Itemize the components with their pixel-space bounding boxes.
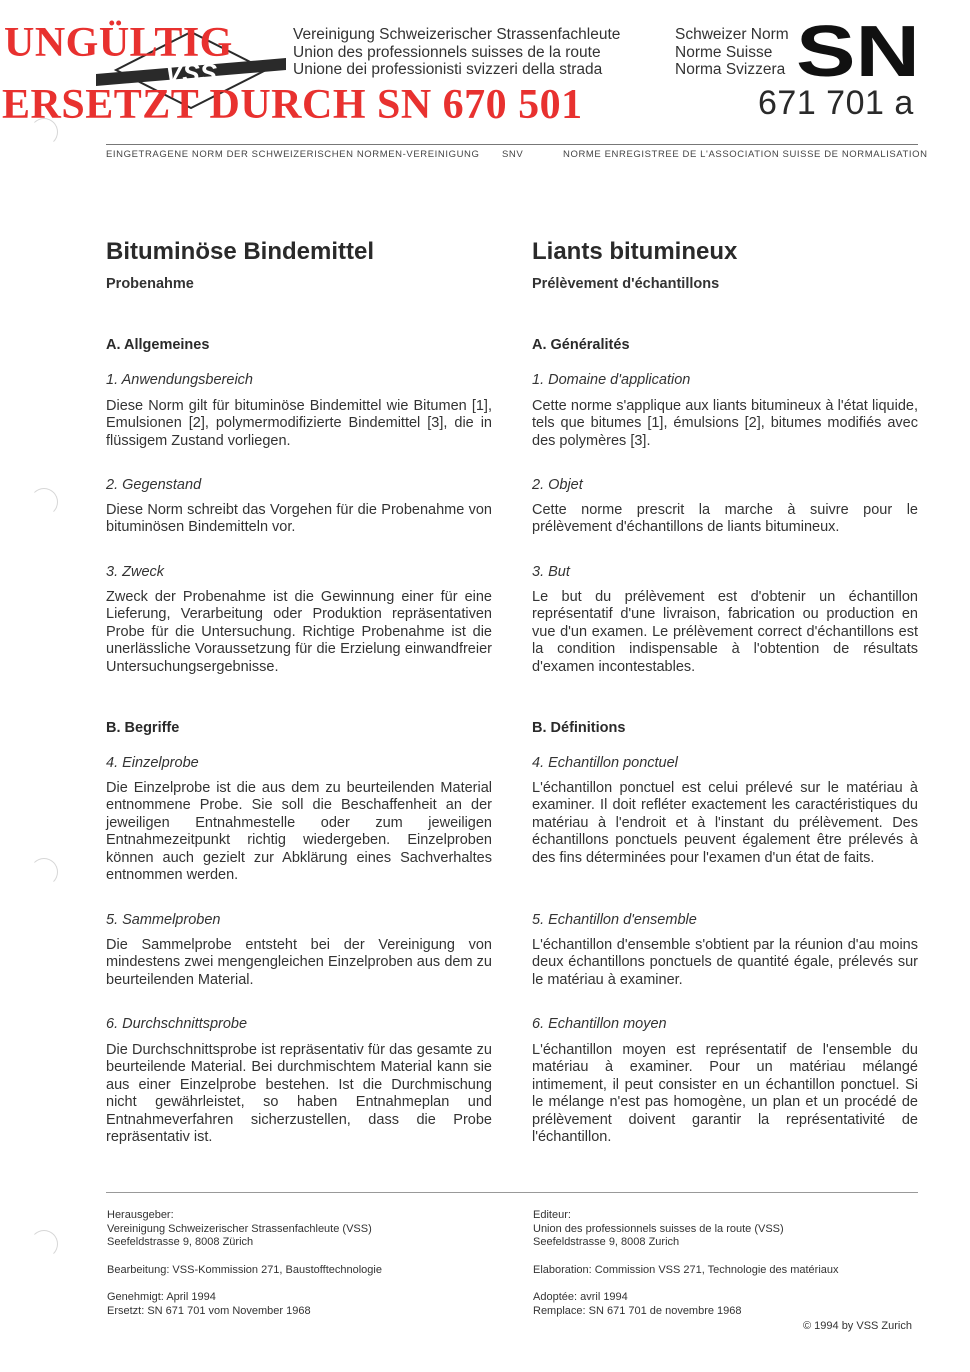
- norm-number: 671 701 a: [758, 84, 914, 122]
- punch-hole-mark: [30, 488, 58, 516]
- clause-5-heading-de: 5. Sammelproben: [106, 912, 221, 928]
- publisher-block-fr: [533, 1209, 784, 1250]
- clause-1-text-de: Diese Norm gilt für bituminöse Bindemittel wie Bitumen [1], Emulsionen [2], polymermodifizierte Bindemittel [3], die in flüssigem Zustand vorliegen.: [106, 398, 492, 449]
- clause-4-heading-de: 4. Einzelprobe: [106, 755, 199, 771]
- clause-6-heading-de: 6. Durchschnittsprobe: [106, 1016, 248, 1032]
- copyright: © 1994 by VSS Zurich: [803, 1320, 912, 1332]
- section-a-heading-fr: A. Généralités: [532, 337, 630, 353]
- publisher-address-de: Seefeldstrasse 9, 8008 Zürich: [107, 1236, 254, 1249]
- norm-label-fr: Norme Suisse: [675, 43, 773, 61]
- approved-fr: Adoptée: avril 1994: [533, 1291, 628, 1303]
- punch-hole-mark: [30, 118, 58, 146]
- clause-2-heading-fr: 2. Objet: [532, 477, 583, 493]
- title-de: Bituminöse Bindemittel: [106, 238, 375, 265]
- subtitle-de: Probenahme: [106, 276, 194, 292]
- clause-1-text-fr: Cette norme s'applique aux liants bitumineux à l'état liquide, tels que bitumes [1], émulsions [2], bitumes modifiés avec des polymères [3].: [532, 398, 918, 449]
- publisher-label-de: Herausgeber:: [107, 1209, 174, 1221]
- clause-2-text-fr: Cette norme prescrit la marche à suivre pour le prélèvement d'échantillons de liants bitumineux.: [532, 502, 918, 536]
- clause-4-text-de: Die Einzelprobe ist die aus dem zu beurteilenden Material entnommene Probe. Sie soll die Beschaffenheit an der jeweiligen Entnahmestelle oder zum jeweiligen Entnahmezeitpunkt richtig wiedergeben. Einzelproben können auch gezielt zur Abklärung eines Sachverhaltes entnommen werden.: [106, 780, 492, 884]
- header-divider: [106, 144, 918, 145]
- vss-logo-text: VSS: [164, 58, 218, 88]
- clause-1-heading-de: 1. Anwendungsbereich: [106, 372, 253, 388]
- section-a-heading-de: A. Allgemeines: [106, 337, 210, 353]
- approval-block-de: [107, 1291, 311, 1318]
- publisher-name-fr: Union des professionnels suisses de la route (VSS): [533, 1222, 784, 1235]
- registration-fr: NORME ENREGISTREE DE L'ASSOCIATION SUISSE DE NORMALISATION: [563, 149, 928, 160]
- clause-3-heading-fr: 3. But: [532, 564, 570, 580]
- registration-de: EINGETRAGENE NORM DER SCHWEIZERISCHEN NORMEN-VEREINIGUNG: [106, 149, 480, 160]
- clause-3-text-de: Zweck der Probenahme ist die Gewinnung einer für eine Lieferung, Verarbeitung oder Produktion repräsentativen Probe für die Untersuchung. Richtige Probenahme ist die unerlässliche Voraussetzung für die Erzielung einwandfreier Untersuchungsergebnisse.: [106, 589, 492, 675]
- norm-labels: [675, 26, 789, 79]
- clause-2-heading-de: 2. Gegenstand: [106, 477, 202, 493]
- org-name-fr: Union des professionnels suisses de la route: [293, 43, 601, 61]
- section-b-heading-fr: B. Définitions: [532, 720, 626, 736]
- clause-1-heading-fr: 1. Domaine d'application: [532, 372, 691, 388]
- clause-5-text-fr: L'échantillon d'ensemble s'obtient par la réunion d'au moins deux échantillons ponctuels de quantité égale, prélevés sur le matériau à examiner.: [532, 937, 918, 988]
- clause-6-text-fr: L'échantillon moyen est représentatif de l'ensemble du matériau à examiner. Pour un matériau mélangé intimement, il peut consister en un échantillon ponctuel. Si le mélange n'est pas homogène, un plan et un procédé de prélèvement doivent garantir la représentativité de l'échantillon.: [532, 1042, 918, 1146]
- section-b-heading-de: B. Begriffe: [106, 720, 180, 736]
- sn-logo: [796, 18, 920, 82]
- title-fr: Liants bitumineux: [532, 238, 738, 265]
- norm-label-it: Norma Svizzera: [675, 61, 786, 78]
- subtitle-fr: Prélèvement d'échantillons: [532, 276, 720, 292]
- approval-block-fr: [533, 1291, 742, 1318]
- invalid-stamp: UNGÜLTIG: [4, 20, 233, 66]
- replaced-by-stamp: ERSETZT DURCH SN 670 501: [2, 82, 583, 128]
- clause-4-text-fr: L'échantillon ponctuel est celui prélevé sur le matériau à examiner. Il doit refléter exactement les caractéristiques du matériau à l'endroit et à l'instant du prélèvement. Des échantillons ponctuels peuvent également être prélevés à des fins déterminées pour l'examen d'un état de faits.: [532, 780, 918, 866]
- sn-logo-text: SN: [796, 18, 920, 82]
- clause-6-heading-fr: 6. Echantillon moyen: [532, 1016, 667, 1032]
- punch-hole-mark: [30, 1230, 58, 1258]
- norm-label-de: Schweizer Norm: [675, 26, 789, 43]
- publisher-name-de: Vereinigung Schweizerischer Strassenfachleute (VSS): [107, 1222, 372, 1235]
- replaces-de: Ersetzt: SN 671 701 vom November 1968: [107, 1304, 311, 1317]
- organization-names: [293, 26, 620, 79]
- replaces-fr: Remplace: SN 671 701 de novembre 1968: [533, 1304, 742, 1317]
- clause-6-text-de: Die Durchschnittsprobe ist repräsentativ für das gesamte zu beurteilende Material. Bei durchmischtem Material kann sie aus einer Einzelprobe bestehen. Ist die Durchmischung nicht gewährleistet, so haben Entnahmeplan und Entnahmeverfahren sicherzustellen, dass die Probe repräsentativ ist.: [106, 1042, 492, 1146]
- publisher-label-fr: Editeur:: [533, 1209, 571, 1221]
- org-name-de: Vereinigung Schweizerischer Strassenfachleute: [293, 26, 621, 43]
- clause-5-heading-fr: 5. Echantillon d'ensemble: [532, 912, 697, 928]
- publisher-block-de: [107, 1209, 372, 1250]
- publisher-address-fr: Seefeldstrasse 9, 8008 Zurich: [533, 1236, 680, 1249]
- clause-5-text-de: Die Sammelprobe entsteht bei der Vereinigung von mindestens zwei mengengleichen Einzelproben aus dem zu beurteilenden Material.: [106, 937, 492, 988]
- processing-fr: Elaboration: Commission VSS 271, Technologie des matériaux: [533, 1264, 839, 1276]
- footer-divider: [106, 1192, 918, 1193]
- punch-hole-mark: [30, 858, 58, 886]
- clause-4-heading-fr: 4. Echantillon ponctuel: [532, 755, 678, 771]
- clause-3-text-fr: Le but du prélèvement est d'obtenir un échantillon représentatif d'une livraison, fabrication ou production en vue d'un examen. Le prélèvement correct d'échantillons est la condition indispensable à l'obtention de résultats d'examen incontestables.: [532, 589, 918, 675]
- org-name-it: Unione dei professionisti svizzeri della strada: [293, 61, 603, 78]
- clause-2-text-de: Diese Norm schreibt das Vorgehen für die Probenahme von bituminösen Bindemitteln vor.: [106, 502, 492, 536]
- approved-de: Genehmigt: April 1994: [107, 1291, 216, 1303]
- registration-snv: SNV: [502, 149, 524, 160]
- processing-de: Bearbeitung: VSS-Kommission 271, Baustofftechnologie: [107, 1264, 382, 1276]
- clause-3-heading-de: 3. Zweck: [106, 564, 165, 580]
